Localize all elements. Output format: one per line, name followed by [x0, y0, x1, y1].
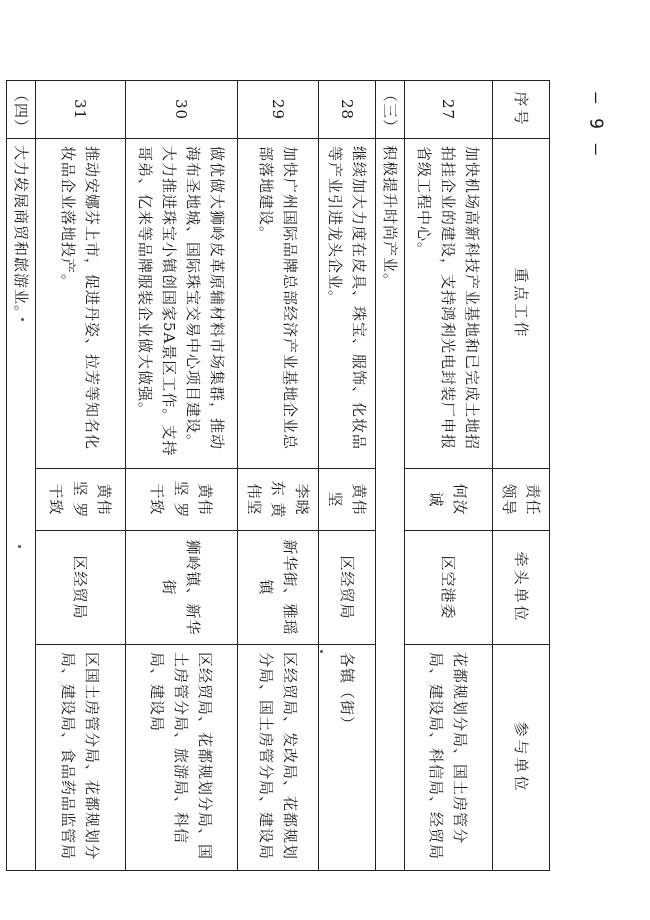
work-table [6, 80, 550, 871]
header-lead-unit: 牵头单位 [493, 531, 550, 645]
header-no: 序号 [493, 81, 550, 139]
cell-lead-unit: 新华街、雅瑶镇 [238, 531, 319, 645]
cell-leader: 黄伟坚 罗干致 [126, 469, 238, 531]
table-row [126, 81, 238, 871]
cell-leader: 李晓东 黄伟坚 [238, 469, 319, 531]
section-no: （四） [7, 81, 36, 139]
section-row [376, 81, 405, 871]
cell-task: 推动安娜芬上市，促进丹姿、拉芳等知名化妆品企业落地投产。 [36, 139, 126, 469]
table-row [405, 81, 493, 871]
cell-lead-unit: 区经贸局 [319, 531, 376, 645]
cell-leader: 黄伟坚 [319, 469, 376, 531]
cell-no: 31 [36, 81, 126, 139]
section-no: （三） [376, 81, 405, 139]
cell-task: 加快机场高新科技产业基地和已完成土地招拍挂企业的建设，支持鸿利光电封装厂申报省级工程中心。 [405, 139, 493, 469]
table-header-row [493, 81, 550, 871]
cell-no: 29 [238, 81, 319, 139]
header-participants: 参与单位 [493, 645, 550, 871]
rotated-table-wrapper [12, 80, 550, 870]
cell-leader: 何汝诚 [405, 469, 493, 531]
section-title: 积极提升时尚产业。 [376, 139, 405, 871]
cell-leader: 黄伟坚 罗干致 [36, 469, 126, 531]
header-leader: 责任领导 [493, 469, 550, 531]
cell-lead-unit: 区空港委 [405, 531, 493, 645]
section-title: 大力发展商贸和旅游业。 [7, 139, 36, 871]
cell-participants: 区经贸局、发改局、花都规划分局、国土房管分局、建设局 [238, 645, 319, 871]
cell-task: 继续加大力度在皮具、珠宝、服饰、化妆品等产业引进龙头企业。 [319, 139, 376, 469]
cell-lead-unit: 区经贸局 [36, 531, 126, 645]
section-row [7, 81, 36, 871]
page-number [578, 80, 614, 170]
page-number-text: — 9 — [585, 92, 607, 157]
cell-no: 28 [319, 81, 376, 139]
cell-lead-unit: 狮岭镇、新华街 [126, 531, 238, 645]
cell-no: 27 [405, 81, 493, 139]
cell-participants: 区经贸局、花都规划分局、国土房管分局、旅游局、科信局、建设局 [126, 645, 238, 871]
cell-participants: 各镇（街） [319, 645, 376, 871]
header-task: 重点工作 [493, 139, 550, 469]
table-row [238, 81, 319, 871]
cell-task: 加快广州国际品牌总部经济产业基地企业总部落地建设。 [238, 139, 319, 469]
cell-no: 30 [126, 81, 238, 139]
table-row [319, 81, 376, 871]
cell-participants: 区国土房管分局、花都规划分局、建设局、食品药品监管局 [36, 645, 126, 871]
cell-participants: 花都规划分局、国土房管分局、建设局、科信局、经贸局 [405, 645, 493, 871]
table-row [36, 81, 126, 871]
cell-task: 做优做大狮岭皮革原辅材料市场集群，推动海布圣地城、国际珠宝交易中心项目建设。大力推进珠宝小镇创国家5A景区工作。支持哥弟、亿来等品牌服装企业做大做强。 [126, 139, 238, 469]
